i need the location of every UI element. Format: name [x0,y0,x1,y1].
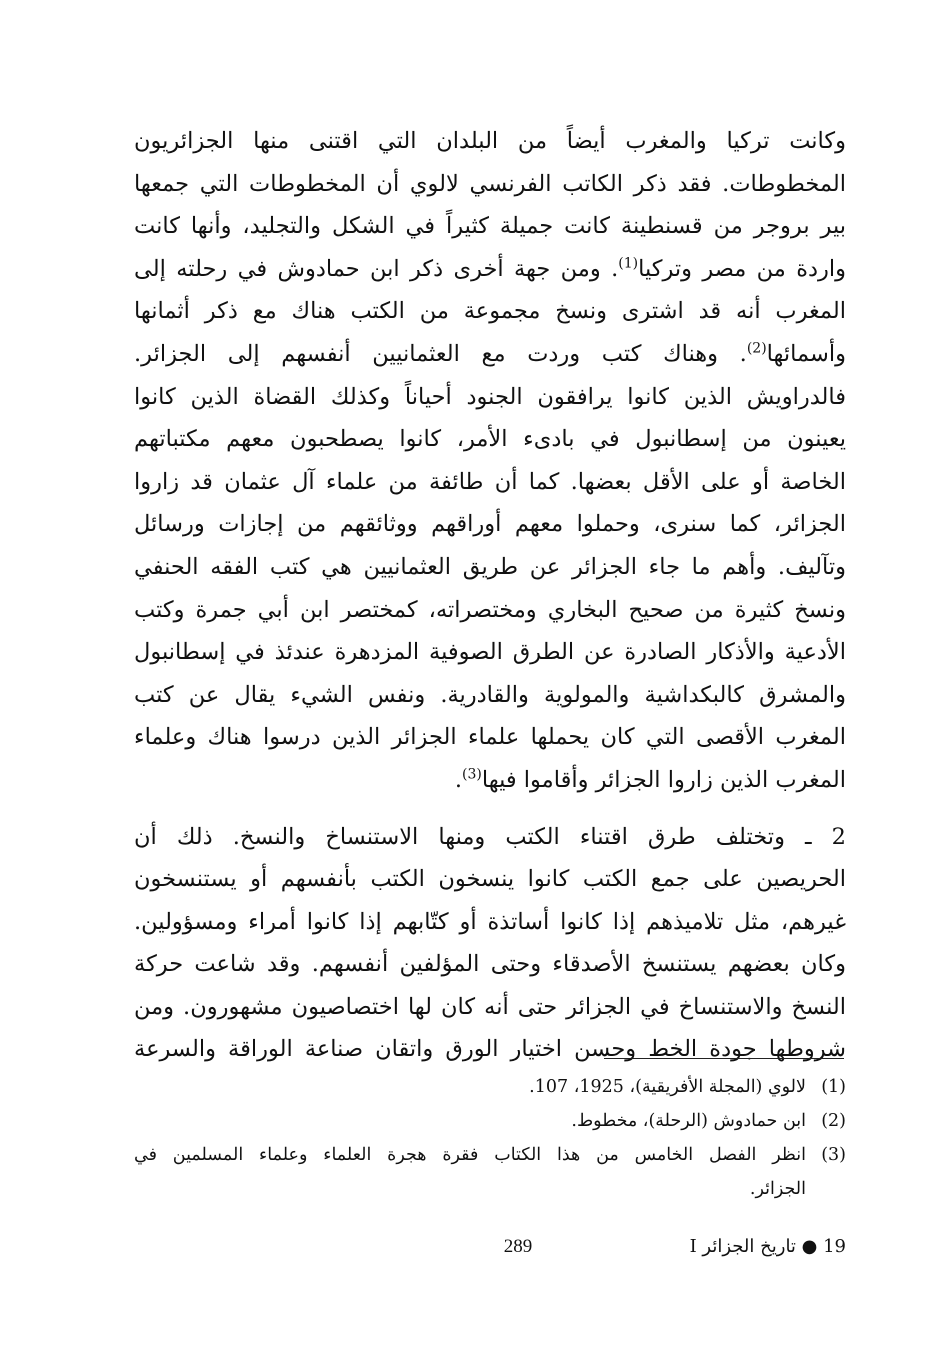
text-fragment: المغرب الذين زاروا الجزائر وأقاموا فيها [481,766,846,793]
footnote-text [134,1138,806,1206]
text-line: الجزائر، كما سنرى، وحملوا معهم أوراقهم ووثائقهم من إجازات ورسائل [134,511,846,538]
text-fragment: واردة من مصر وتركيا [638,255,846,282]
text-line: الحريصين على جمع الكتب كانوا ينسخون الكتب بأنفسهم أو يستنسخون [134,866,846,893]
text-fragment: . ومن جهة أخرى ذكر ابن حمادوش في رحلته إلى [134,255,619,282]
text-line-with-ref [134,248,846,291]
footnote-line: انظر الفصل الخامس من هذا الكتاب فقرة هجرة العلماء وعلماء المسلمين في [134,1145,806,1165]
footnotes [134,1070,846,1206]
text-line: المخطوطات. فقد ذكر الكاتب الفرنسي لالوي أن المخطوطات التي جمعها [134,170,846,197]
text-line: شروطها جودة الخط وحسن اختيار الورق واتقان صناعة الوراقة والسرعة [134,1036,846,1063]
paragraph-2 [134,816,846,1072]
footnote-line: الجزائر. [749,1179,806,1199]
text-line: 2 ـ وتختلف طرق اقتناء الكتب ومنها الاستنساخ والنسخ. ذلك أن [134,823,846,850]
text-line: الأدعية والأذكار الصادرة عن الطرق الصوفية المزدهرة عندئذ في إسطانبول [134,639,846,666]
footnote-number: (2) [821,1111,846,1131]
text-line-with-ref [134,333,846,376]
footnote-separator [604,1058,844,1059]
footnote-line: لالوي (المجلة الأفريقية)، 1925، 107. [529,1077,806,1097]
running-title: 19 ● تاريخ الجزائر I [689,1236,846,1257]
text-fragment: وأسمائها [766,340,846,367]
page-number: 289 [503,1236,533,1257]
footnote-text [134,1070,806,1104]
text-line-with-ref [134,759,846,802]
text-line: المغرب أنه قد اشترى ونسخ مجموعة من الكتب هناك مع ذكر أثمانها [134,298,846,325]
text-line: يعينون من إسطانبول في بادىء الأمر، كانوا يصطحبون معهم مكتباتهم [134,426,846,453]
body-text [134,120,846,1071]
text-line: غيرهم، مثل تلاميذهم إذا كانوا أساتذة أو كتّابهم إذا كانوا أمراء ومسؤولين. [134,908,846,935]
footnote-ref-3: (3) [462,766,482,783]
text-line: وكان بعضهم يستنسخ الأصدقاء وحتى المؤلفين أنفسهم. وقد شاعت حركة [134,951,846,978]
text-fragment: . [454,766,462,793]
paragraph-1 [134,120,846,802]
footnote-ref-2: (2) [746,340,767,357]
text-line: وتآليف. وأهم ما جاء الجزائر عن طريق العثمانيين هي كتب الفقه الحنفي [134,553,846,580]
text-line: المغرب الأقصى التي كان يحملها علماء الجزائر الذين درسوا هناك وعلماء [134,724,846,751]
text-line: فالدراويش الذين كانوا يرافقون الجنود أحياناً وكذلك القضاة الذين كانوا [134,383,846,410]
footnote-2 [134,1104,846,1138]
footnote-ref-1: (1) [618,255,639,272]
footnote-text [134,1104,806,1138]
footnote-number: (3) [821,1145,846,1165]
footnote-number: (1) [821,1077,846,1097]
text-line: الخاصة أو على الأقل بعضها. كما أن طائفة من علماء آل عثمان قد زاروا [134,468,846,495]
footnote-3 [134,1138,846,1206]
text-fragment: . وهناك كتب وردت مع العثمانيين أنفسهم إلى الجزائر. [134,340,747,367]
footnote-1 [134,1070,846,1104]
page-footer [134,1236,846,1266]
text-line: النسخ والاستنساخ في الجزائر حتى أنه كان لها اختصاصيون مشهورون. ومن [134,993,846,1020]
text-line: بير بروجر من قسنطينة كانت جميلة كثيراً في الشكل والتجليد، وأنها كانت [134,213,846,240]
text-line: والمشرق كالبكداشية والمولوية والقادرية. ونفس الشيء يقال عن كتب [134,681,846,708]
text-line: وكانت تركيا والمغرب أيضاً من البلدان التي اقتنى منها الجزائريون [134,128,846,154]
footnote-line: ابن حمادوش (الرحلة)، مخطوط. [571,1111,806,1131]
text-line: ونسخ كثيرة من صحيح البخاري ومختصراته، كمختصر ابن أبي جمرة وكتب [134,596,846,623]
